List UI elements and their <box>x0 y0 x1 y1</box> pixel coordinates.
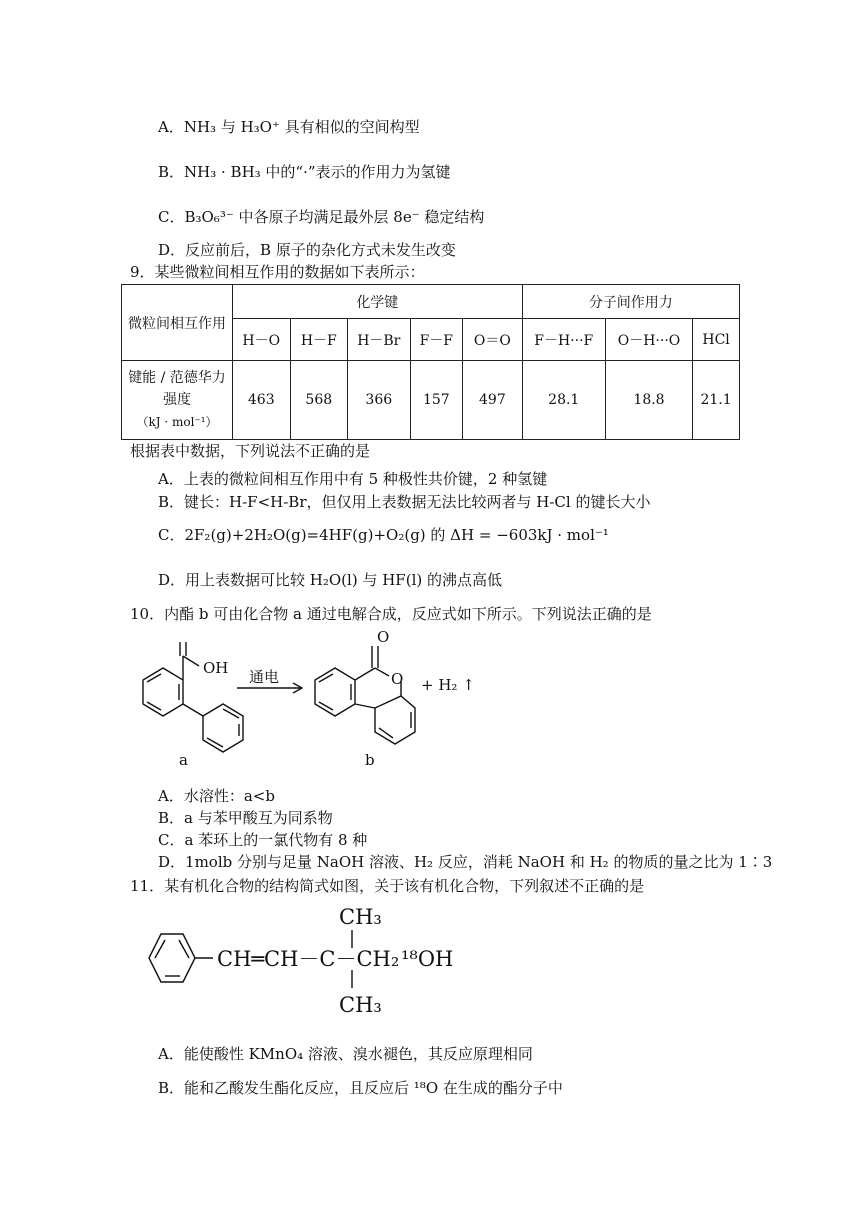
table-cell: 463 <box>233 361 291 440</box>
table-cell: 157 <box>410 361 463 440</box>
table-group-chemical-bond: 化学键 <box>233 285 523 319</box>
main-chain: CH═CH－C－CH₂ <box>217 947 400 971</box>
table-col-header: O－H···O <box>605 319 692 361</box>
table-cell: 366 <box>348 361 410 440</box>
structure-drawing <box>133 900 493 1025</box>
q8-option-b: B．NH₃ · BH₃ 中的“·”表示的作用力为氢键 <box>158 163 451 181</box>
table-row-unit: （kJ · mol⁻¹） <box>136 415 218 429</box>
table-cell: 21.1 <box>693 361 740 440</box>
q9-option-d: D．用上表数据可比较 H₂O(l) 与 HF(l) 的沸点高低 <box>158 571 502 589</box>
table-corner-header: 微粒间相互作用 <box>122 285 233 361</box>
q10-option-a: A．水溶性：a<b <box>158 787 275 805</box>
table-col-header: F－F <box>410 319 463 361</box>
q10-option-b: B．a 与苯甲酸互为同系物 <box>158 809 333 827</box>
q9-option-a: A．上表的微粒间相互作用中有 5 种极性共价键，2 种氢键 <box>158 470 548 488</box>
table-cell: 18.8 <box>605 361 692 440</box>
q8-option-c: C．B₃O₆³⁻ 中各原子均满足最外层 8e⁻ 稳定结构 <box>158 208 485 226</box>
q10-reaction-scheme <box>125 628 505 776</box>
label-carbonyl-o: O <box>377 628 390 646</box>
interaction-data-table <box>121 284 740 440</box>
arrow-label: 通电 <box>249 668 280 686</box>
table-col-header: H－F <box>290 319 348 361</box>
table-col-header: O＝O <box>463 319 523 361</box>
label-compound-b: b <box>365 751 375 769</box>
table-cell: 28.1 <box>522 361 605 440</box>
methyl-bottom: CH₃ <box>339 993 382 1017</box>
reaction-drawing <box>125 628 505 772</box>
methyl-top: CH₃ <box>339 905 382 929</box>
label-compound-a: a <box>179 751 188 769</box>
q11-stem: 11．某有机化合物的结构简式如图，关于该有机化合物，下列叙述不正确的是 <box>130 877 645 895</box>
table-col-header: HCl <box>693 319 740 361</box>
hydroxyl-18: ¹⁸OH <box>401 947 454 971</box>
q11-option-b: B．能和乙酸发生酯化反应，且反应后 ¹⁸O 在生成的酯分子中 <box>158 1079 563 1097</box>
table-col-header: F－H···F <box>522 319 605 361</box>
q9-option-b: B．键长：H-F<H-Br，但仅用上表数据无法比较两者与 H-Cl 的键长大小 <box>158 493 651 511</box>
label-oh: OH <box>203 659 229 677</box>
label-ring-o: O <box>391 670 404 688</box>
q9-stem: 9．某些微粒间相互作用的数据如下表所示： <box>130 263 425 281</box>
q9-option-c: C．2F₂(g)+2H₂O(g)=4HF(g)+O₂(g) 的 ΔH = −603kJ · mol⁻¹ <box>158 526 609 544</box>
q10-option-c: C．a 苯环上的一氯代物有 8 种 <box>158 831 368 849</box>
q10-option-d: D．1molb 分别与足量 NaOH 溶液、H₂ 反应，消耗 NaOH 和 H₂ 的物质的量之比为 1∶3 <box>158 853 773 871</box>
product-h2: + H₂ ↑ <box>421 676 475 694</box>
table-col-header: H－O <box>233 319 291 361</box>
q10-stem: 10．内酯 b 可由化合物 a 通过电解合成，反应式如下所示。下列说法正确的是 <box>130 605 652 623</box>
q8-option-d: D．反应前后，B 原子的杂化方式未发生改变 <box>158 241 456 259</box>
table-cell: 497 <box>463 361 523 440</box>
q11-option-a: A．能使酸性 KMnO₄ 溶液、溴水褪色，其反应原理相同 <box>158 1045 533 1063</box>
q11-structure <box>133 900 493 1029</box>
table-group-intermolecular: 分子间作用力 <box>522 285 739 319</box>
table-row-label-text: 键能 / 范德华力强度 <box>128 370 226 408</box>
table-row-label <box>122 361 233 440</box>
table-col-header: H－Br <box>348 319 410 361</box>
q8-option-a: A．NH₃ 与 H₃O⁺ 具有相似的空间构型 <box>158 118 420 136</box>
q9-followup: 根据表中数据，下列说法不正确的是 <box>130 442 371 460</box>
table-cell: 568 <box>290 361 348 440</box>
